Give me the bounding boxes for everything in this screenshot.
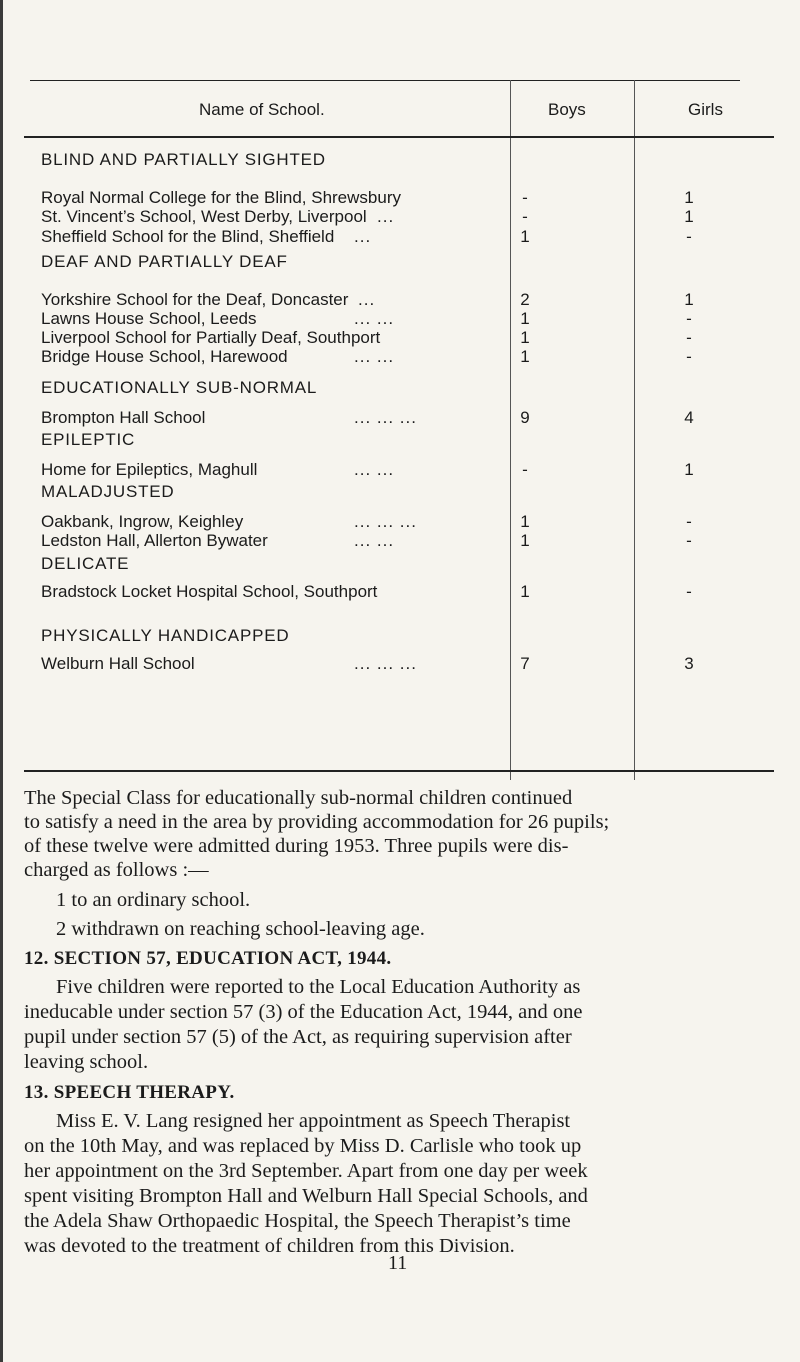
boys-count: 7 (520, 654, 530, 673)
school-name: Home for Epileptics, Maghull (41, 460, 258, 479)
leader-dots: ... ... ... (354, 654, 417, 673)
table-row (24, 582, 774, 604)
discharge-item: 2 withdrawn on reaching school-leaving age. (56, 918, 425, 940)
para1-line: of these twelve were admitted during 1953. Three pupils were dis- (24, 835, 569, 857)
para1-line: to satisfy a need in the area by providing accommodation for 26 pupils; (24, 811, 610, 833)
para3-line: her appointment on the 3rd September. Apart from one day per week (24, 1160, 588, 1182)
boys-count: 1 (520, 309, 530, 328)
section-heading-12: 12. SECTION 57, EDUCATION ACT, 1944. (24, 948, 392, 969)
girls-count: - (686, 309, 692, 328)
table-row (24, 207, 774, 229)
leader-dots: ... ... ... (354, 408, 417, 427)
header-rule (24, 136, 774, 138)
school-name: Lawns House School, Leeds (41, 309, 257, 328)
table-row (24, 347, 774, 369)
category-heading: PHYSICALLY HANDICAPPED (41, 626, 290, 645)
header-name-of-school: Name of School. (199, 100, 325, 119)
category-heading: DEAF AND PARTIALLY DEAF (41, 252, 288, 271)
boys-count: 1 (520, 347, 530, 366)
para3-line: was devoted to the treatment of children from this Division. (24, 1235, 515, 1257)
school-name: Oakbank, Ingrow, Keighley (41, 512, 244, 531)
boys-count: - (522, 188, 528, 207)
school-name: Ledston Hall, Allerton Bywater (41, 531, 268, 550)
para3-line: the Adela Shaw Orthopaedic Hospital, the Speech Therapist’s time (24, 1210, 571, 1232)
category-heading: EPILEPTIC (41, 430, 136, 449)
schools-table (24, 70, 774, 780)
boys-count: - (522, 460, 528, 479)
table-row (24, 531, 774, 553)
boys-count: 1 (520, 227, 530, 246)
boys-count: 9 (520, 408, 530, 427)
school-name: Bradstock Locket Hospital School, Southport (41, 582, 378, 601)
school-name: Welburn Hall School (41, 654, 195, 673)
table-row (24, 408, 774, 430)
leader-dots: ... (358, 290, 376, 309)
girls-count: - (686, 512, 692, 531)
para3-line: Miss E. V. Lang resigned her appointment as Speech Therapist (56, 1110, 571, 1132)
school-name: Sheffield School for the Blind, Sheffield (41, 227, 335, 246)
section-heading-13: 13. SPEECH THERAPY. (24, 1082, 235, 1103)
girls-count: - (686, 328, 692, 347)
para1-line: charged as follows :— (24, 859, 209, 881)
table-row (24, 227, 774, 249)
girls-count: 1 (684, 460, 694, 479)
para2-line: Five children were reported to the Local Education Authority as (56, 976, 581, 998)
category-heading: DELICATE (41, 554, 130, 573)
girls-count: 4 (684, 408, 694, 427)
leader-dots: ... ... (354, 460, 395, 479)
boys-count: - (522, 207, 528, 226)
school-name: St. Vincent’s School, West Derby, Liverpool (41, 207, 367, 226)
girls-count: 1 (684, 188, 694, 207)
boys-count: 1 (520, 512, 530, 531)
girls-count: - (686, 347, 692, 366)
girls-count: 1 (684, 207, 694, 226)
leader-dots: ... ... ... (354, 512, 417, 531)
para2-line: pupil under section 57 (5) of the Act, as requiring supervision after (24, 1026, 572, 1048)
para3-line: on the 10th May, and was replaced by Miss D. Carlisle who took up (24, 1135, 582, 1157)
girls-count: - (686, 531, 692, 550)
leader-dots: ... (377, 207, 395, 226)
para2-line: leaving school. (24, 1051, 149, 1073)
para2-line: ineducable under section 57 (3) of the Education Act, 1944, and one (24, 1001, 583, 1023)
girls-count: 3 (684, 654, 694, 673)
header-boys: Boys (548, 100, 586, 119)
page-left-edge (0, 0, 3, 1362)
table-bottom-rule (24, 770, 774, 772)
girls-count: 1 (684, 290, 694, 309)
discharge-item: 1 to an ordinary school. (56, 889, 251, 911)
leader-dots: ... ... (354, 347, 395, 366)
school-name: Yorkshire School for the Deaf, Doncaster (41, 290, 349, 309)
header-girls: Girls (688, 100, 723, 119)
leader-dots: ... ... (354, 309, 395, 328)
school-name: Brompton Hall School (41, 408, 206, 427)
leader-dots: ... (354, 227, 372, 246)
school-name: Liverpool School for Partially Deaf, Southport (41, 328, 381, 347)
girls-count: - (686, 227, 692, 246)
leader-dots: ... ... (354, 531, 395, 550)
para1-line: The Special Class for educationally sub-normal children continued (24, 787, 573, 809)
school-name: Bridge House School, Harewood (41, 347, 288, 366)
boys-count: 1 (520, 582, 530, 601)
table-row (24, 460, 774, 482)
boys-count: 2 (520, 290, 530, 309)
boys-count: 1 (520, 531, 530, 550)
category-heading: BLIND AND PARTIALLY SIGHTED (41, 150, 326, 169)
girls-count: - (686, 582, 692, 601)
table-row (24, 654, 774, 676)
school-name: Royal Normal College for the Blind, Shrewsbury (41, 188, 401, 207)
category-heading: MALADJUSTED (41, 482, 175, 501)
para3-line: spent visiting Brompton Hall and Welburn Hall Special Schools, and (24, 1185, 588, 1207)
boys-count: 1 (520, 328, 530, 347)
page-number: 11 (388, 1252, 408, 1274)
category-heading: EDUCATIONALLY SUB-NORMAL (41, 378, 318, 397)
